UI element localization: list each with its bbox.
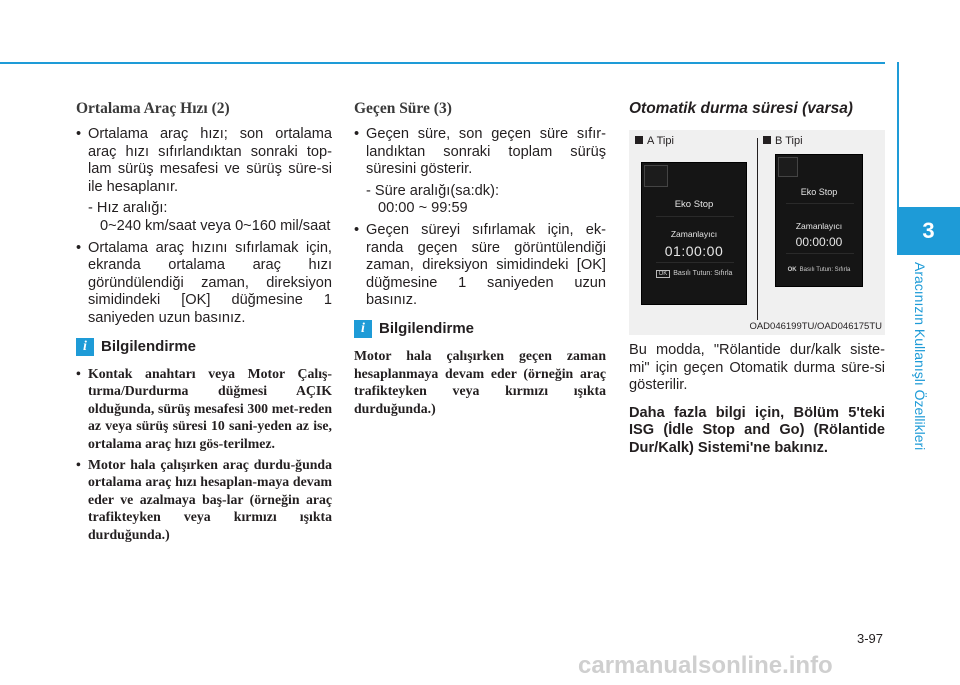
- type-a-label: A Tipi: [635, 135, 674, 147]
- screen-icon-slot: [778, 157, 798, 177]
- cluster-screen-b: [775, 154, 863, 287]
- column-3: [629, 100, 885, 128]
- info-text: Motor hala çalışırken geçen zaman hesaplanmaya devam eder (örneğin araç trafikteyken veya kırmızı ışıkta durduğunda.): [354, 347, 606, 416]
- watermark: carmanualsonline.info: [578, 652, 833, 679]
- bullet-item: • Geçen süre, son geçen süre sıfır-landıktan sonraki toplam sürüş süresini gösterir.: [354, 126, 606, 179]
- figure-divider: [757, 138, 758, 320]
- range-value: 0~240 km/saat veya 0~160 mil/saat: [100, 217, 331, 234]
- display-figure: [629, 130, 885, 335]
- screen-hint: OK Basılı Tutun: Sıfırla: [787, 267, 851, 273]
- body-paragraph: Bu modda, "Rölantide dur/kalk siste-mi" için geçen Otomatik durma süre-si gösterilir.: [629, 342, 885, 394]
- screen-icon-slot: [644, 165, 668, 187]
- info-bullet: • Motor hala çalışırken araç durdu-ğunda ortalama araç hızı hesaplan-maya devam eder ve azalmaya baş-lar (örneğin araç trafikteyken veya kırmızı ışıkta durduğunda.): [76, 456, 332, 544]
- screen-time: 00:00:00: [795, 235, 843, 249]
- screen-divider: [656, 216, 734, 217]
- cluster-screen-a: [641, 162, 747, 305]
- top-rule: [0, 62, 885, 64]
- ok-key: OK: [656, 270, 671, 278]
- range-block: [354, 183, 606, 218]
- info-bullet: • Kontak anahtarı veya Motor Çalış-tırma/Durdurma düğmesi AÇIK olduğunda, sürüş mesafesi 300 met-reden az veya sürüş süresi 10 sani-yeden az ise, ortalama araç hızı gös-terilmez.: [76, 365, 332, 453]
- range-label: - Hız aralığı:: [88, 200, 168, 217]
- screen-subtitle: Zamanlayıcı: [670, 229, 718, 239]
- screen-title: Eko Stop: [674, 199, 714, 210]
- section-heading: Otomatik durma süresi (varsa): [629, 100, 853, 117]
- ok-key: OK: [787, 267, 797, 273]
- screen-subtitle: Zamanlayıcı: [795, 221, 843, 231]
- range-value: 00:00 ~ 99:59: [378, 200, 468, 217]
- side-rule: [897, 62, 899, 207]
- info-title: Bilgilendirme: [379, 320, 475, 338]
- info-title: Bilgilendirme: [101, 338, 197, 356]
- figure-caption: OAD046199TU/OAD046175TU: [749, 321, 882, 332]
- info-icon: i: [76, 338, 94, 356]
- side-chapter-title: Aracınızın Kullanışlı Özellikleri: [912, 262, 928, 451]
- square-bullet-icon: [763, 136, 771, 144]
- section-heading: Ortalama Araç Hızı (2): [76, 100, 230, 117]
- screen-time: 01:00:00: [664, 243, 724, 259]
- bullet-item: • Geçen süreyi sıfırlamak için, ek-randa geçen süre görüntülendiği zaman, direksiyon simidindeki [OK] düğmesine 1 saniyeden uzun basınız.: [354, 222, 606, 310]
- info-header: [354, 320, 606, 338]
- range-label: - Süre aralığı(sa:dk):: [366, 182, 500, 199]
- reference-paragraph: Daha fazla bilgi için, Bölüm 5'teki ISG (İdle Stop and Go) (Rölantide Dur/Kalk) Sistemi'ne bakınız.: [629, 404, 885, 456]
- screen-divider: [786, 253, 854, 254]
- bullet-item: • Ortalama araç hızı; son ortalama araç hızı sıfırlandıktan sonraki top-lam sürüş mesafesi ve sürüş süre-si ile hesaplanır.: [76, 126, 332, 196]
- chapter-tab: 3: [897, 207, 960, 255]
- info-icon: i: [354, 320, 372, 338]
- column-1: [76, 100, 332, 546]
- column-2: [354, 100, 606, 417]
- screen-title: Eko Stop: [800, 187, 838, 197]
- column-3-body: [629, 342, 885, 458]
- range-block: [76, 200, 332, 235]
- screen-hint: OK Basılı Tutun: Sıfırla: [642, 270, 746, 278]
- square-bullet-icon: [635, 136, 643, 144]
- info-header: [76, 338, 332, 356]
- screen-divider: [656, 262, 734, 263]
- bullet-item: • Ortalama araç hızını sıfırlamak için, ekranda ortalama araç hızı göründülendiği zaman, direksiyon simidindeki [OK] düğmesine 1 saniyeden uzun basınız.: [76, 240, 332, 328]
- section-heading: Geçen Süre (3): [354, 100, 452, 117]
- page-number: 3-97: [857, 631, 884, 646]
- screen-divider: [786, 203, 854, 204]
- type-b-label: B Tipi: [763, 135, 803, 147]
